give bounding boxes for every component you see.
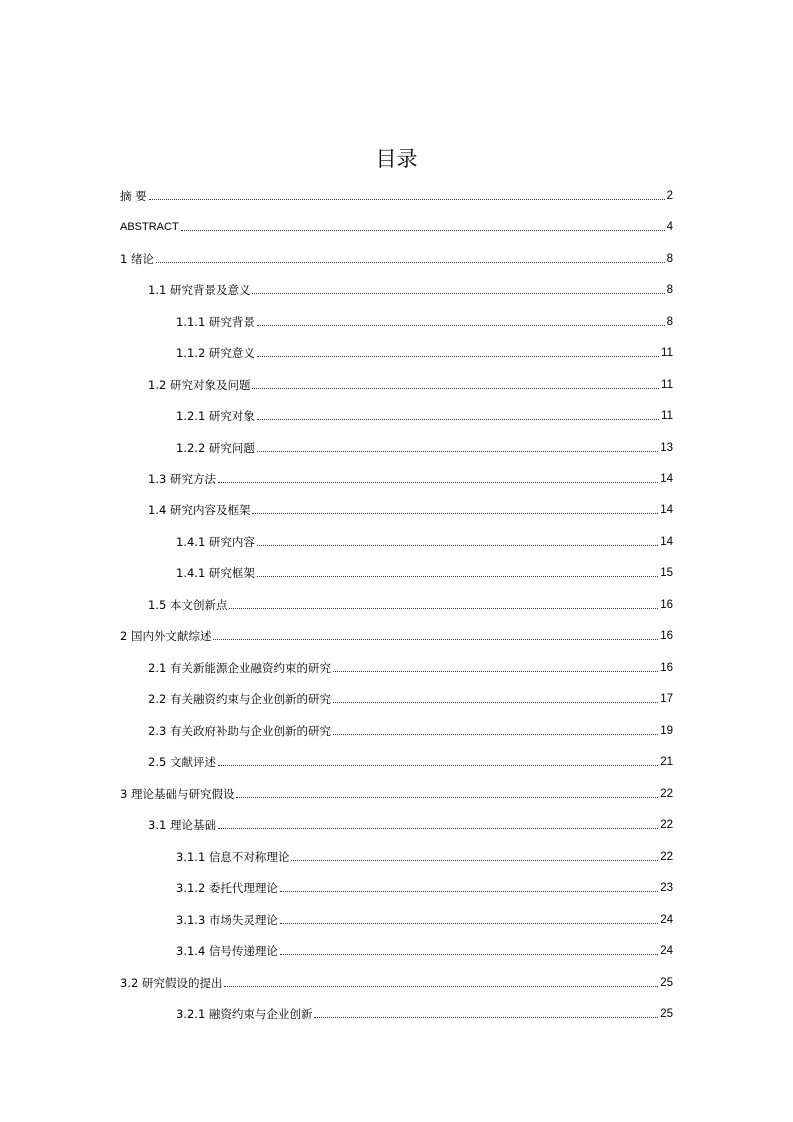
- toc-leader: [252, 388, 659, 389]
- toc-entry-label: 1.4.1 研究框架: [176, 566, 255, 580]
- toc-leader: [291, 860, 658, 861]
- toc-entry[interactable]: [176, 344, 673, 362]
- toc-entry-label: 3.1.1 信息不对称理论: [176, 850, 290, 864]
- toc-entry-label: 2 国内外文献综述: [120, 629, 212, 643]
- toc-entry[interactable]: [148, 753, 673, 771]
- toc-leader: [224, 986, 658, 987]
- toc-entry-label: 1.1.1 研究背景: [176, 315, 255, 329]
- toc-entry[interactable]: [176, 313, 673, 331]
- toc-entry[interactable]: [148, 281, 673, 299]
- toc-entry-page: 24: [660, 945, 673, 957]
- toc-leader: [333, 734, 658, 735]
- toc-entry[interactable]: [176, 533, 673, 551]
- toc-leader: [181, 230, 665, 231]
- toc-leader: [257, 356, 659, 357]
- toc-entry-label: 1.2.1 研究对象: [176, 409, 255, 423]
- toc-entry[interactable]: [120, 627, 673, 645]
- toc-entry-page: 25: [660, 977, 673, 989]
- toc-entry[interactable]: [148, 722, 673, 740]
- toc-leader: [333, 671, 658, 672]
- toc-entry-page: 24: [660, 914, 673, 926]
- toc-entry[interactable]: [148, 659, 673, 677]
- toc-entry[interactable]: [120, 218, 673, 236]
- toc-entry-label: 3.1.4 信号传递理论: [176, 944, 278, 958]
- toc-entry-label: 2.2 有关融资约束与企业创新的研究: [148, 692, 331, 706]
- toc-leader: [280, 954, 658, 955]
- toc-entry-label: 1.5 本文创新点: [148, 598, 228, 612]
- toc-leader: [257, 451, 658, 452]
- toc-entry[interactable]: [176, 1005, 673, 1023]
- toc-entry-page: 19: [660, 725, 673, 737]
- toc-entry[interactable]: [148, 596, 673, 614]
- toc-entry-label: 1 绪论: [120, 252, 154, 266]
- toc-leader: [314, 1017, 658, 1018]
- toc-entry[interactable]: [176, 879, 673, 897]
- toc-entry-page: 16: [660, 630, 673, 642]
- toc-entry-label: 1.2 研究对象及问题: [148, 378, 251, 392]
- toc-entry-label: 3.1.2 委托代理理论: [176, 881, 278, 895]
- toc-entry-page: 22: [660, 819, 673, 831]
- toc-entry-page: 25: [660, 1008, 673, 1020]
- toc-leader: [156, 262, 665, 263]
- toc-entry-label: 2.3 有关政府补助与企业创新的研究: [148, 724, 331, 738]
- toc-entry-page: 21: [660, 756, 673, 768]
- toc-entry-label: 3 理论基础与研究假设: [120, 787, 235, 801]
- toc-entry-page: 8: [666, 284, 673, 296]
- toc-entry-page: 11: [661, 347, 673, 359]
- toc-leader: [229, 608, 658, 609]
- toc-leader: [280, 923, 658, 924]
- toc-entry-page: 11: [661, 410, 673, 422]
- toc-entry[interactable]: [176, 407, 673, 425]
- toc-entry[interactable]: [176, 439, 673, 457]
- page-title: 目录: [375, 147, 418, 171]
- toc-entry-page: 8: [666, 253, 673, 265]
- toc-entry-label: 1.4 研究内容及框架: [148, 503, 251, 517]
- toc-entry-page: 22: [660, 788, 673, 800]
- toc-entry-page: 14: [660, 536, 673, 548]
- toc-entry[interactable]: [120, 250, 673, 268]
- toc-entry-label: 3.2.1 融资约束与企业创新: [176, 1007, 313, 1021]
- toc-leader: [257, 576, 658, 577]
- toc-entry-label: 2.1 有关新能源企业融资约束的研究: [148, 661, 331, 675]
- toc-leader: [280, 891, 658, 892]
- toc-leader: [213, 639, 658, 640]
- toc-entry-page: 16: [660, 599, 673, 611]
- toc-entry[interactable]: [176, 911, 673, 929]
- toc-entry-page: 4: [666, 221, 673, 233]
- toc-entry-page: 14: [660, 473, 673, 485]
- toc-entry-label: 摘 要: [120, 189, 147, 203]
- toc-entry-page: 8: [666, 316, 673, 328]
- toc-leader: [218, 765, 658, 766]
- toc-entry[interactable]: [176, 564, 673, 582]
- toc-entry-page: 14: [660, 504, 673, 516]
- toc-entry[interactable]: [148, 470, 673, 488]
- toc-leader: [218, 482, 658, 483]
- toc-entry-label: 1.4.1 研究内容: [176, 535, 255, 549]
- toc-entry-label: 1.2.2 研究问题: [176, 441, 255, 455]
- toc-entry-page: 17: [660, 693, 673, 705]
- toc-entry-label: 2.5 文献评述: [148, 755, 216, 769]
- toc-leader: [252, 513, 658, 514]
- toc-entry-page: 15: [660, 567, 673, 579]
- toc-entry-label: 1.1 研究背景及意义: [148, 283, 251, 297]
- toc-leader: [257, 419, 659, 420]
- toc-entry-label: 3.1 理论基础: [148, 818, 216, 832]
- toc-entry-page: 16: [660, 662, 673, 674]
- toc-entry-page: 2: [666, 190, 673, 202]
- toc-leader: [236, 797, 658, 798]
- toc-leader: [333, 702, 658, 703]
- toc-leader: [257, 325, 665, 326]
- toc-entry[interactable]: [148, 501, 673, 519]
- toc-entry-page: 11: [661, 379, 673, 391]
- toc-entry[interactable]: [120, 785, 673, 803]
- toc-entry[interactable]: [176, 942, 673, 960]
- toc-entry-page: 23: [660, 882, 673, 894]
- toc-entry-label: 1.3 研究方法: [148, 472, 216, 486]
- toc-entry[interactable]: [120, 187, 673, 205]
- toc-entry-label: 3.2 研究假设的提出: [120, 976, 223, 990]
- toc-entry[interactable]: [120, 974, 673, 992]
- toc-leader: [149, 199, 665, 200]
- toc-entry-label: 3.1.3 市场失灵理论: [176, 913, 278, 927]
- toc-entry-label: 1.1.2 研究意义: [176, 346, 255, 360]
- toc-entry[interactable]: [148, 376, 673, 394]
- toc-leader: [218, 828, 658, 829]
- toc-entry-label: ABSTRACT: [120, 221, 179, 233]
- toc-entry-page: 13: [660, 442, 673, 454]
- toc-entry[interactable]: [148, 816, 673, 834]
- toc-entry[interactable]: [176, 848, 673, 866]
- toc-leader: [252, 293, 664, 294]
- toc-entry[interactable]: [148, 690, 673, 708]
- toc-leader: [257, 545, 658, 546]
- toc-entry-page: 22: [660, 851, 673, 863]
